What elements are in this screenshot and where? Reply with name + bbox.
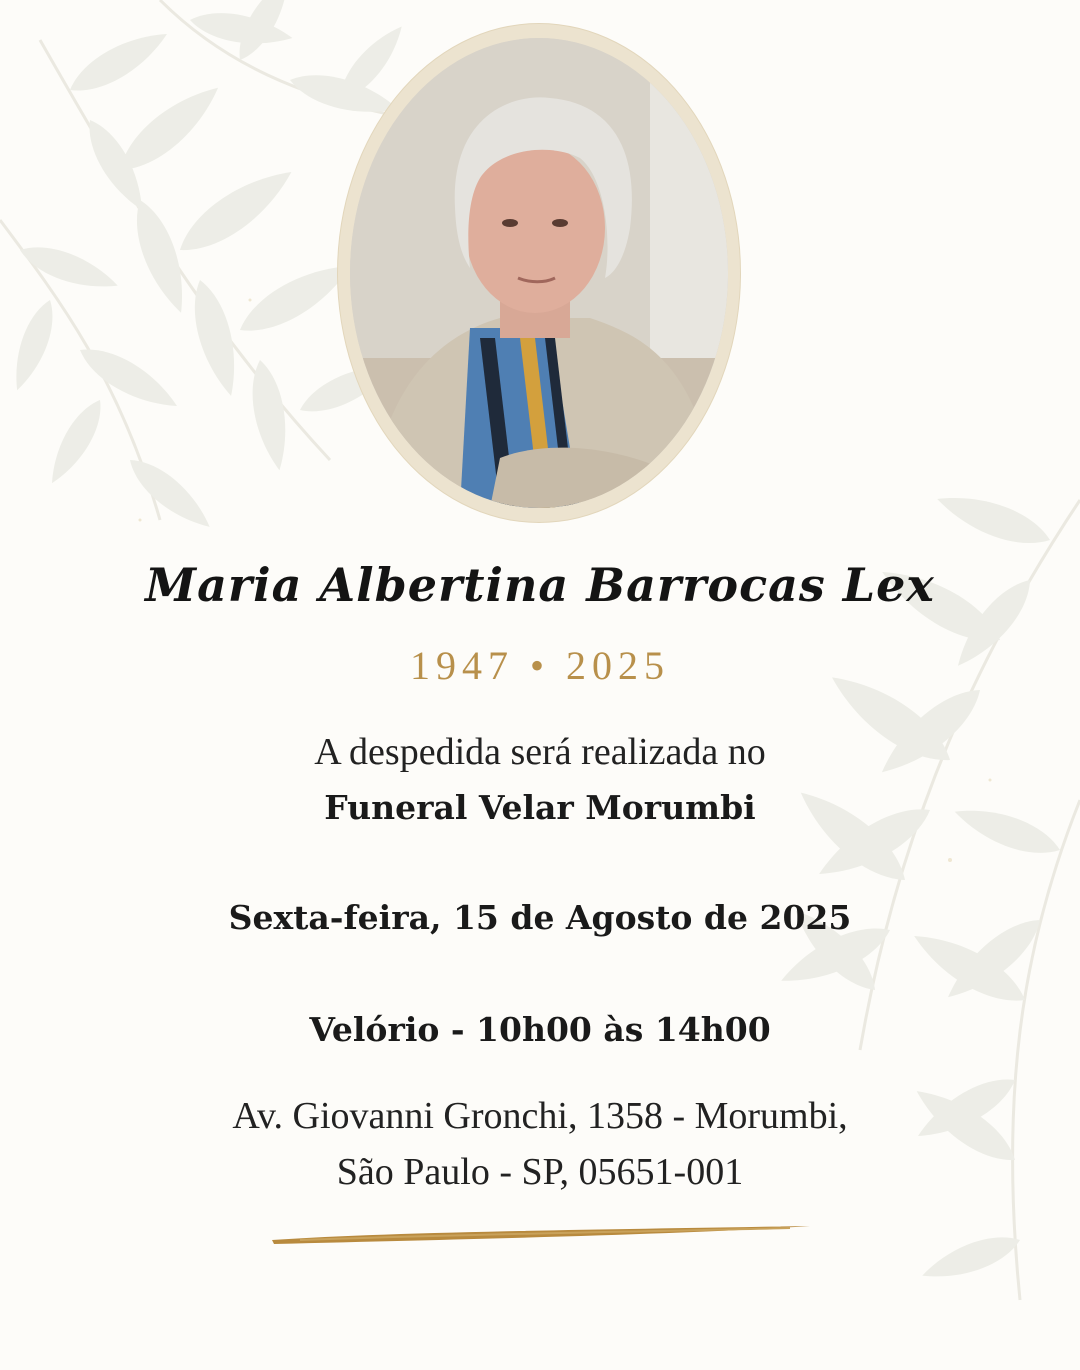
portrait-photo <box>350 38 728 508</box>
address-line-2: São Paulo - SP, 05651-001 <box>336 1151 744 1193</box>
life-years: 1947 • 2025 <box>409 643 670 688</box>
ceremony-date: Sexta-feira, 15 de Agosto de 2025 <box>228 898 852 937</box>
wake-time: Velório - 10h00 às 14h00 <box>309 1010 771 1049</box>
gold-divider-stroke <box>270 1218 815 1248</box>
venue-name: Funeral Velar Morumbi <box>324 788 756 827</box>
deceased-name: Maria Albertina Barrocas Lex <box>145 558 935 612</box>
address-line-1: Av. Giovanni Gronchi, 1358 - Morumbi, <box>232 1095 848 1137</box>
ceremony-intro: A despedida será realizada no <box>314 731 766 773</box>
